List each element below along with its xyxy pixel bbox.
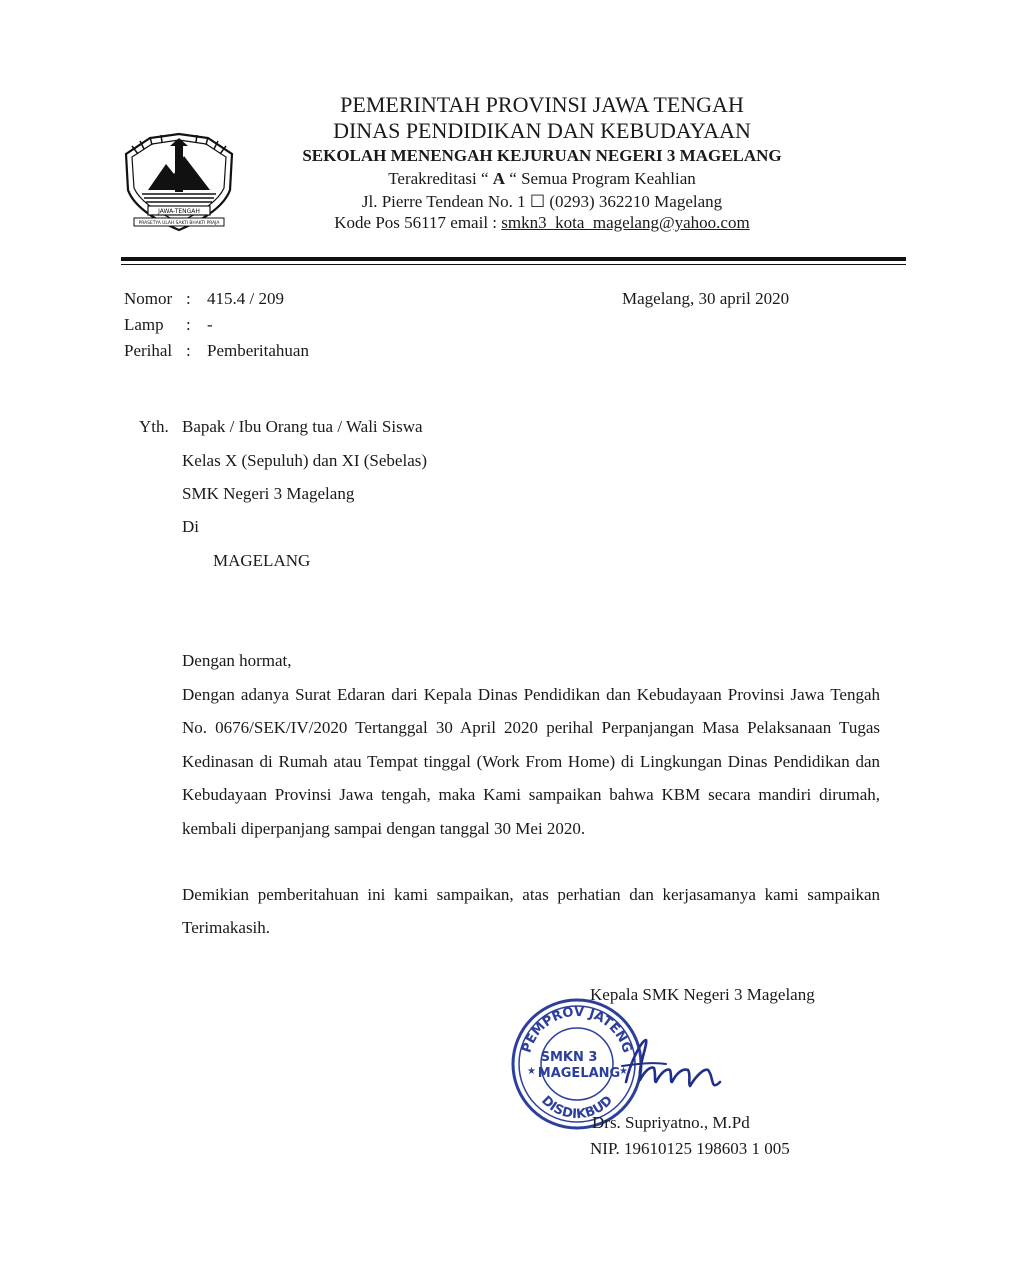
postal-prefix: Kode Pos 56117 email :	[334, 213, 502, 232]
letterhead-divider-thick	[121, 257, 906, 261]
letterhead-accreditation	[282, 169, 802, 189]
lamp-label: Lamp	[124, 315, 164, 334]
crest-logo-graphic	[118, 132, 240, 236]
perihal-label: Perihal	[124, 341, 173, 360]
letterhead-postal-email	[262, 213, 822, 233]
recipient-line-1: Bapak / Ibu Orang tua / Wali Siswa	[182, 417, 423, 436]
accreditation-grade: A	[492, 169, 506, 188]
crest-motto-text: PRASETYA ULAH SAKTI BHAKTI PRAJA	[138, 221, 220, 226]
letterhead-address: Jl. Pierre Tendean No. 1 ☐ (0293) 362210 Magelang	[361, 192, 723, 211]
body-paragraph-1: Dengan adanya Surat Edaran dari Kepala Dinas Pendidikan dan Kebudayaan Provinsi Jawa Tengah No. 0676/SEK/IV/2020 Tertanggal 30 April 2020 perihal Perpanjangan Masa Pelaksanaan Tugas Kedinasan di Rumah atau Tempat tinggal (Work From Home) di Lingkungan Dinas Pendidikan dan Kebudayaan Provinsi Jawa tengah, maka Kami sampaikan bahwa KBM secara mandiri dirumah, kembali diperpanjang sampai dengan tanggal 30 Mei 2020.	[182, 685, 880, 838]
recipient-line-2: Kelas X (Sepuluh) dan XI (Sebelas)	[182, 451, 428, 470]
handwritten-signature	[596, 1030, 746, 1100]
greeting: Dengan hormat,	[182, 651, 292, 670]
letterhead-school-name: SEKOLAH MENENGAH KEJURUAN NEGERI 3 MAGELANG	[302, 146, 782, 165]
letterhead-line-1: PEMERINTAH PROVINSI JAWA TENGAH	[340, 92, 744, 117]
lamp-colon: :	[186, 315, 191, 334]
stamp-center-line-1: SMKN 3	[540, 1050, 598, 1065]
recipient-yth: Yth.	[139, 417, 169, 436]
recipient-line-5: MAGELANG	[213, 551, 311, 570]
perihal-colon: :	[186, 341, 191, 360]
crest-ribbon-text: JAWA-TENGAH	[158, 208, 200, 215]
signatory-name: Drs. Supriyatno., M.Pd	[592, 1113, 750, 1132]
stamp-bottom-textpath: DISDIKBUD	[538, 1093, 616, 1123]
handwritten-signature-graphic	[596, 1030, 746, 1100]
perihal-value: Pemberitahuan	[207, 341, 309, 360]
email-link[interactable]: smkn3_kota_magelang@yahoo.com	[501, 213, 750, 232]
recipient-line-4: Di	[182, 517, 199, 536]
crest-logo	[118, 132, 240, 236]
nomor-value: 415.4 / 209	[207, 289, 284, 308]
place-date: Magelang, 30 april 2020	[622, 289, 790, 308]
body-paragraph-2: Demikian pemberitahuan ini kami sampaikan, atas perhatian dan kerjasamanya kami sampaikan Terimakasih.	[182, 885, 880, 938]
stamp-top-textpath: PEMPROV JATENG	[519, 1004, 635, 1055]
nomor-colon: :	[186, 289, 191, 308]
stamp-center-line-2: MAGELANG	[537, 1066, 621, 1081]
stamp-star-left: ★	[527, 1066, 536, 1077]
recipient-line-3: SMK Negeri 3 Magelang	[182, 484, 355, 503]
lamp-value: -	[207, 315, 213, 334]
accreditation-suffix: “ Semua Program Keahlian	[505, 169, 696, 188]
signatory-nip: NIP. 19610125 198603 1 005	[590, 1139, 790, 1158]
letterhead-divider-thin	[121, 264, 906, 265]
nomor-label: Nomor	[124, 289, 173, 308]
accreditation-prefix: Terakreditasi “	[388, 169, 493, 188]
signatory-title: Kepala SMK Negeri 3 Magelang	[590, 985, 815, 1004]
stamp-star-right: ★	[619, 1066, 628, 1077]
letterhead-line-2: DINAS PENDIDIKAN DAN KEBUDAYAAN	[333, 118, 751, 143]
